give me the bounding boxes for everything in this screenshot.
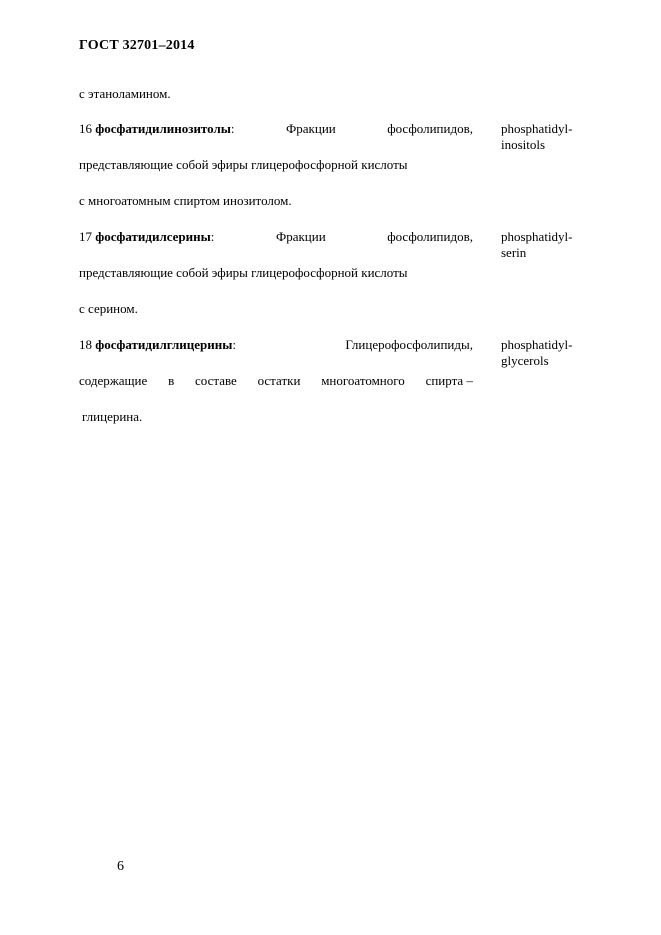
term-ru: фосфатидилглицерины — [95, 337, 233, 352]
page-number: 6 — [117, 859, 124, 874]
entry-number: 17 — [79, 229, 92, 244]
entry-heading — [79, 337, 236, 353]
term-colon: : — [230, 121, 235, 136]
definition-justified-line — [79, 373, 473, 389]
term-en — [501, 121, 573, 153]
term-ru: фосфатидилинозитолы — [95, 121, 231, 136]
entry-first-line — [79, 229, 473, 245]
entry-first-line — [79, 337, 473, 353]
definition-word: в — [168, 373, 175, 388]
term-en — [501, 337, 573, 369]
entry-number: 16 — [79, 121, 92, 136]
entry-first-line — [79, 121, 473, 137]
entry-heading — [79, 229, 214, 245]
definition-word: спирта – — [425, 373, 473, 388]
definition-line: с серином. — [79, 301, 138, 316]
entry-number: 18 — [79, 337, 92, 352]
term-colon: : — [232, 337, 237, 352]
term-en-line: glycerols — [501, 353, 549, 368]
term-en-line: phosphatidyl- — [501, 337, 573, 352]
definition-word: Глицерофосфолипиды, — [345, 337, 473, 352]
definition-word: фосфолипидов, — [387, 121, 473, 136]
definition-word: содержащие — [79, 373, 148, 388]
definition-line: представляющие собой эфиры глицерофосфорной кислоты — [79, 265, 408, 280]
definition-word: Фракции — [275, 229, 326, 244]
term-en-line: inositols — [501, 137, 546, 152]
entry-heading — [79, 121, 235, 137]
definition-word: многоатомного — [321, 373, 405, 388]
definition-word: фосфолипидов, — [387, 229, 473, 244]
definition-word: составе — [194, 373, 237, 388]
term-en — [501, 229, 573, 261]
term-colon: : — [210, 229, 215, 244]
continuation-line: с этаноламином. — [79, 86, 171, 101]
definition-word: Фракции — [286, 121, 336, 136]
definition-line: глицерина. — [82, 409, 143, 424]
term-ru: фосфатидилсерины — [95, 229, 211, 244]
document-header: ГОСТ 32701–2014 — [79, 38, 195, 53]
definition-line: с многоатомным спиртом инозитолом. — [79, 193, 292, 208]
term-en-line: phosphatidyl- — [501, 229, 573, 244]
definition-word: остатки — [257, 373, 301, 388]
definition-line: представляющие собой эфиры глицерофосфорной кислоты — [79, 157, 408, 172]
term-en-line: phosphatidyl- — [501, 121, 573, 136]
term-en-line: serin — [501, 245, 527, 260]
